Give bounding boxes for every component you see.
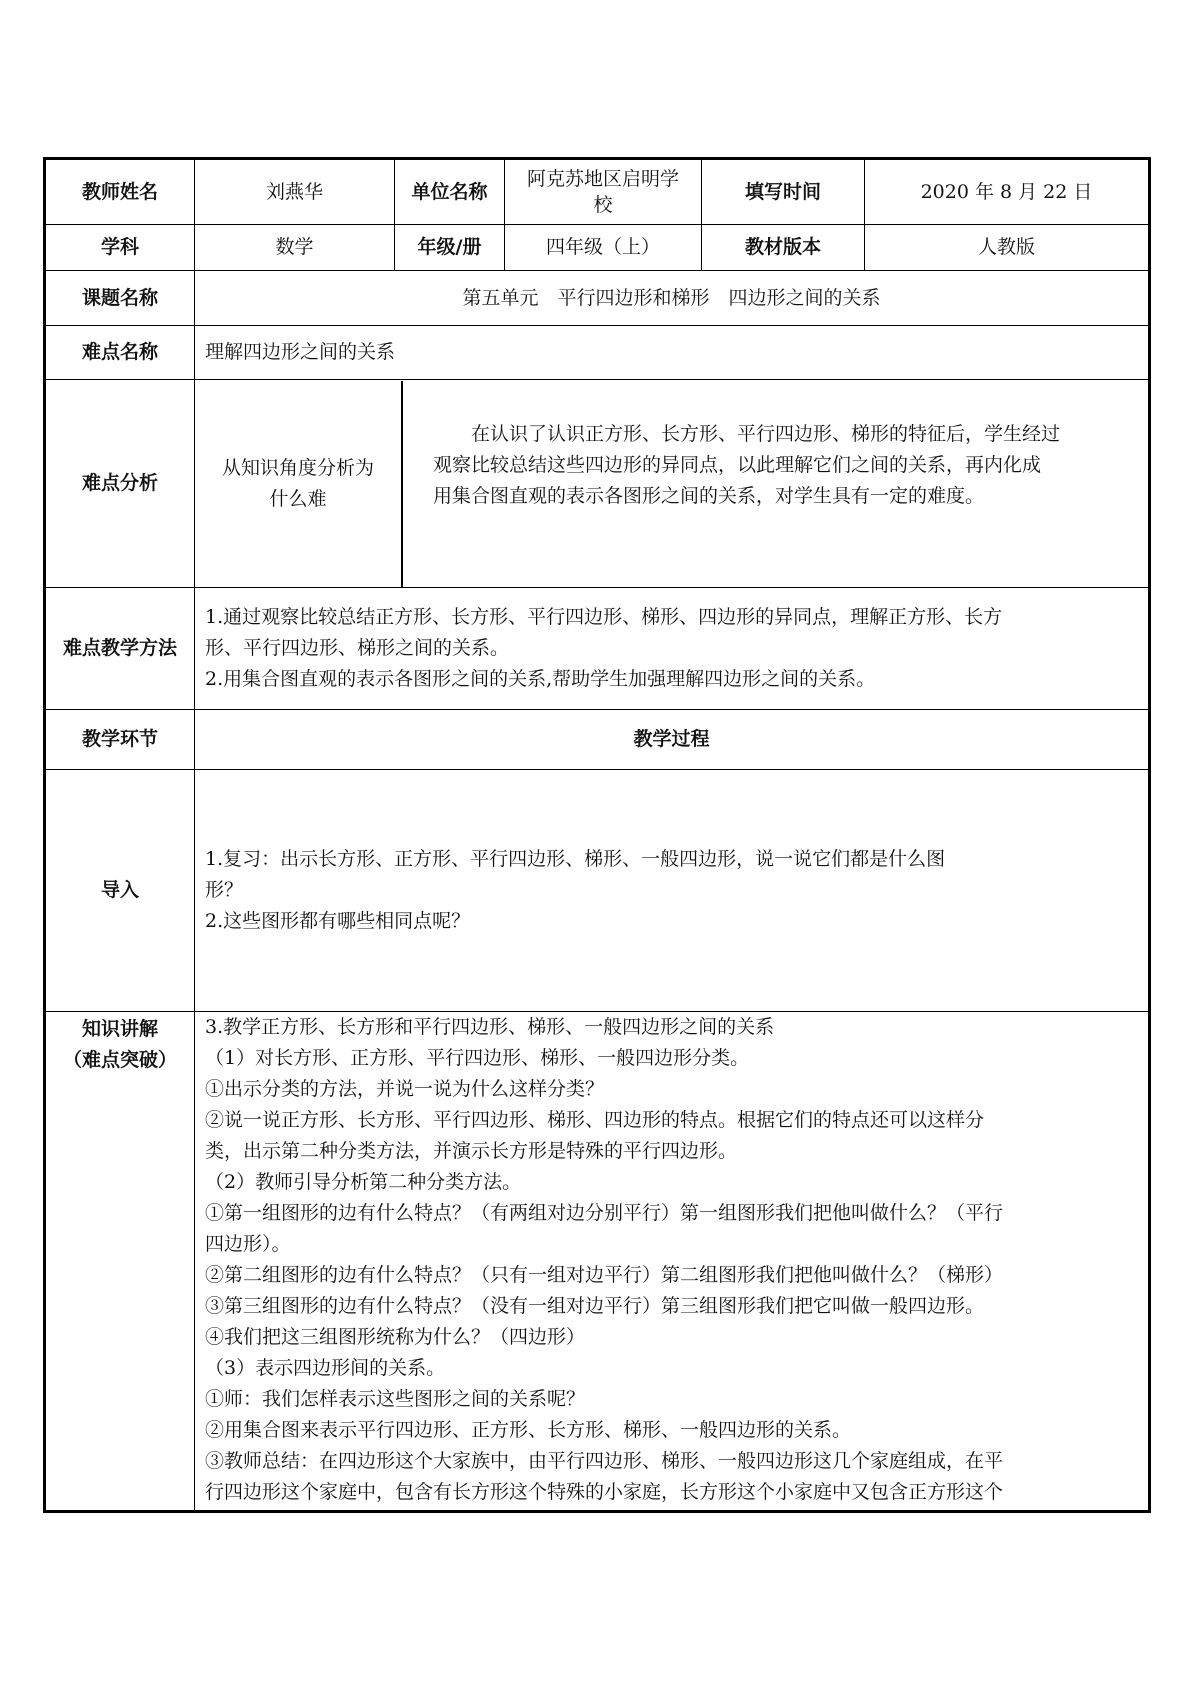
analysis-sub-label xyxy=(195,381,402,587)
edition-label: 教材版本 xyxy=(702,225,865,271)
knowledge-line: ④我们把这三组图形统称为什么？（四边形） xyxy=(205,1326,586,1348)
topic-row xyxy=(45,271,1150,326)
analysis-line: 观察比较总结这些四边形的异同点，以此理解它们之间的关系，再内化成 xyxy=(433,453,1042,476)
knowledge-line: ①出示分类的方法，并说一说为什么这样分类？ xyxy=(205,1078,605,1100)
knowledge-line: ②第二组图形的边有什么特点？（只有一组对边平行）第二组图形我们把他叫做什么？（梯形） xyxy=(205,1264,1004,1286)
method-text xyxy=(195,588,1150,710)
knowledge-line: ③教师总结：在四边形这个大家族中，由平行四边形、梯形、一般四边形这几个家庭组成，在平 xyxy=(205,1450,1004,1472)
grade-label: 年级/册 xyxy=(395,225,505,271)
knowledge-line: ②用集合图来表示平行四边形、正方形、长方形、梯形、一般四边形的关系。 xyxy=(205,1419,852,1441)
unit-name-line-1: 阿克苏地区启明学 xyxy=(526,168,679,190)
knowledge-line: （2）教师引导分析第二种分类方法。 xyxy=(205,1171,522,1193)
process-header-row xyxy=(45,710,1150,770)
stage-header: 教学环节 xyxy=(45,710,195,770)
analysis-line: 用集合图直观的表示各图形之间的关系，对学生具有一定的难度。 xyxy=(433,484,985,507)
knowledge-line: 四边形）。 xyxy=(205,1233,291,1255)
unit-name-label: 单位名称 xyxy=(395,159,505,225)
knowledge-label-line-2: （难点突破） xyxy=(62,1049,177,1071)
subject-label: 学科 xyxy=(45,225,195,271)
fill-date-label: 填写时间 xyxy=(702,159,865,225)
knowledge-line: （1）对长方形、正方形、平行四边形、梯形、一般四边形分类。 xyxy=(205,1047,750,1069)
knowledge-label xyxy=(45,1012,195,1512)
knowledge-label-line-1: 知识讲解 xyxy=(81,1018,158,1040)
intro-text xyxy=(195,770,1150,1012)
difficulty-row xyxy=(45,326,1150,380)
method-line: 2.用集合图直观的表示各图形之间的关系,帮助学生加强理解四边形之间的关系。 xyxy=(205,668,876,690)
knowledge-text xyxy=(195,1012,1150,1512)
analysis-sub-label-line-2: 什么难 xyxy=(269,487,327,510)
analysis-line: 在认识了认识正方形、长方形、平行四边形、梯形的特征后，学生经过 xyxy=(471,422,1061,445)
analysis-inner-table xyxy=(195,381,1148,587)
difficulty-label: 难点名称 xyxy=(45,326,195,380)
method-row xyxy=(45,588,1150,710)
fill-date-value: 2020 年 8 月 22 日 xyxy=(865,159,1150,225)
knowledge-line: 行四边形这个家庭中，包含有长方形这个特殊的小家庭，长方形这个小家庭中又包含正方形这个 xyxy=(205,1481,1004,1503)
intro-line: 形？ xyxy=(205,879,244,901)
header-row-2 xyxy=(45,225,1150,271)
knowledge-line: 3.教学正方形、长方形和平行四边形、梯形、一般四边形之间的关系 xyxy=(205,1016,775,1038)
knowledge-line: 类，出示第二种分类方法，并演示长方形是特殊的平行四边形。 xyxy=(205,1140,738,1162)
knowledge-line: ③第三组图形的边有什么特点？（没有一组对边平行）第三组图形我们把它叫做一般四边形。 xyxy=(205,1295,985,1317)
teacher-name-label: 教师姓名 xyxy=(45,159,195,225)
topic-label: 课题名称 xyxy=(45,271,195,326)
difficulty-value: 理解四边形之间的关系 xyxy=(195,326,1150,380)
header-row-1 xyxy=(45,159,1150,225)
analysis-text xyxy=(402,381,1148,587)
edition-value: 人教版 xyxy=(865,225,1150,271)
topic-value: 第五单元 平行四边形和梯形 四边形之间的关系 xyxy=(195,271,1150,326)
method-line: 1.通过观察比较总结正方形、长方形、平行四边形、梯形、四边形的异同点，理解正方形、长方 xyxy=(205,606,1003,628)
intro-line: 2.这些图形都有哪些相同点呢？ xyxy=(205,910,471,932)
grade-value: 四年级（上） xyxy=(505,225,702,271)
analysis-label: 难点分析 xyxy=(45,380,195,588)
analysis-row xyxy=(45,380,1150,588)
unit-name-value xyxy=(505,159,702,225)
knowledge-line: （3）表示四边形间的关系。 xyxy=(205,1357,446,1379)
subject-value: 数学 xyxy=(195,225,395,271)
method-line: 形、平行四边形、梯形之间的关系。 xyxy=(205,637,510,659)
analysis-sub-label-line-1: 从知识角度分析为 xyxy=(221,456,374,479)
intro-label: 导入 xyxy=(45,770,195,1012)
process-header: 教学过程 xyxy=(195,710,1150,770)
analysis-cell xyxy=(195,380,1150,588)
lesson-plan-table xyxy=(43,157,1151,1513)
unit-name-line-2: 校 xyxy=(593,194,613,216)
intro-line: 1.复习：出示长方形、正方形、平行四边形、梯形、一般四边形，说一说它们都是什么图 xyxy=(205,848,946,870)
teacher-name-value: 刘燕华 xyxy=(195,159,395,225)
intro-row xyxy=(45,770,1150,1012)
knowledge-line: ①第一组图形的边有什么特点？（有两组对边分别平行）第一组图形我们把他叫做什么？（平行 xyxy=(205,1202,1004,1224)
method-label: 难点教学方法 xyxy=(45,588,195,710)
knowledge-line: ②说一说正方形、长方形、平行四边形、梯形、四边形的特点。根据它们的特点还可以这样分 xyxy=(205,1109,985,1131)
knowledge-row xyxy=(45,1012,1150,1512)
knowledge-line: ①师：我们怎样表示这些图形之间的关系呢？ xyxy=(205,1388,586,1410)
